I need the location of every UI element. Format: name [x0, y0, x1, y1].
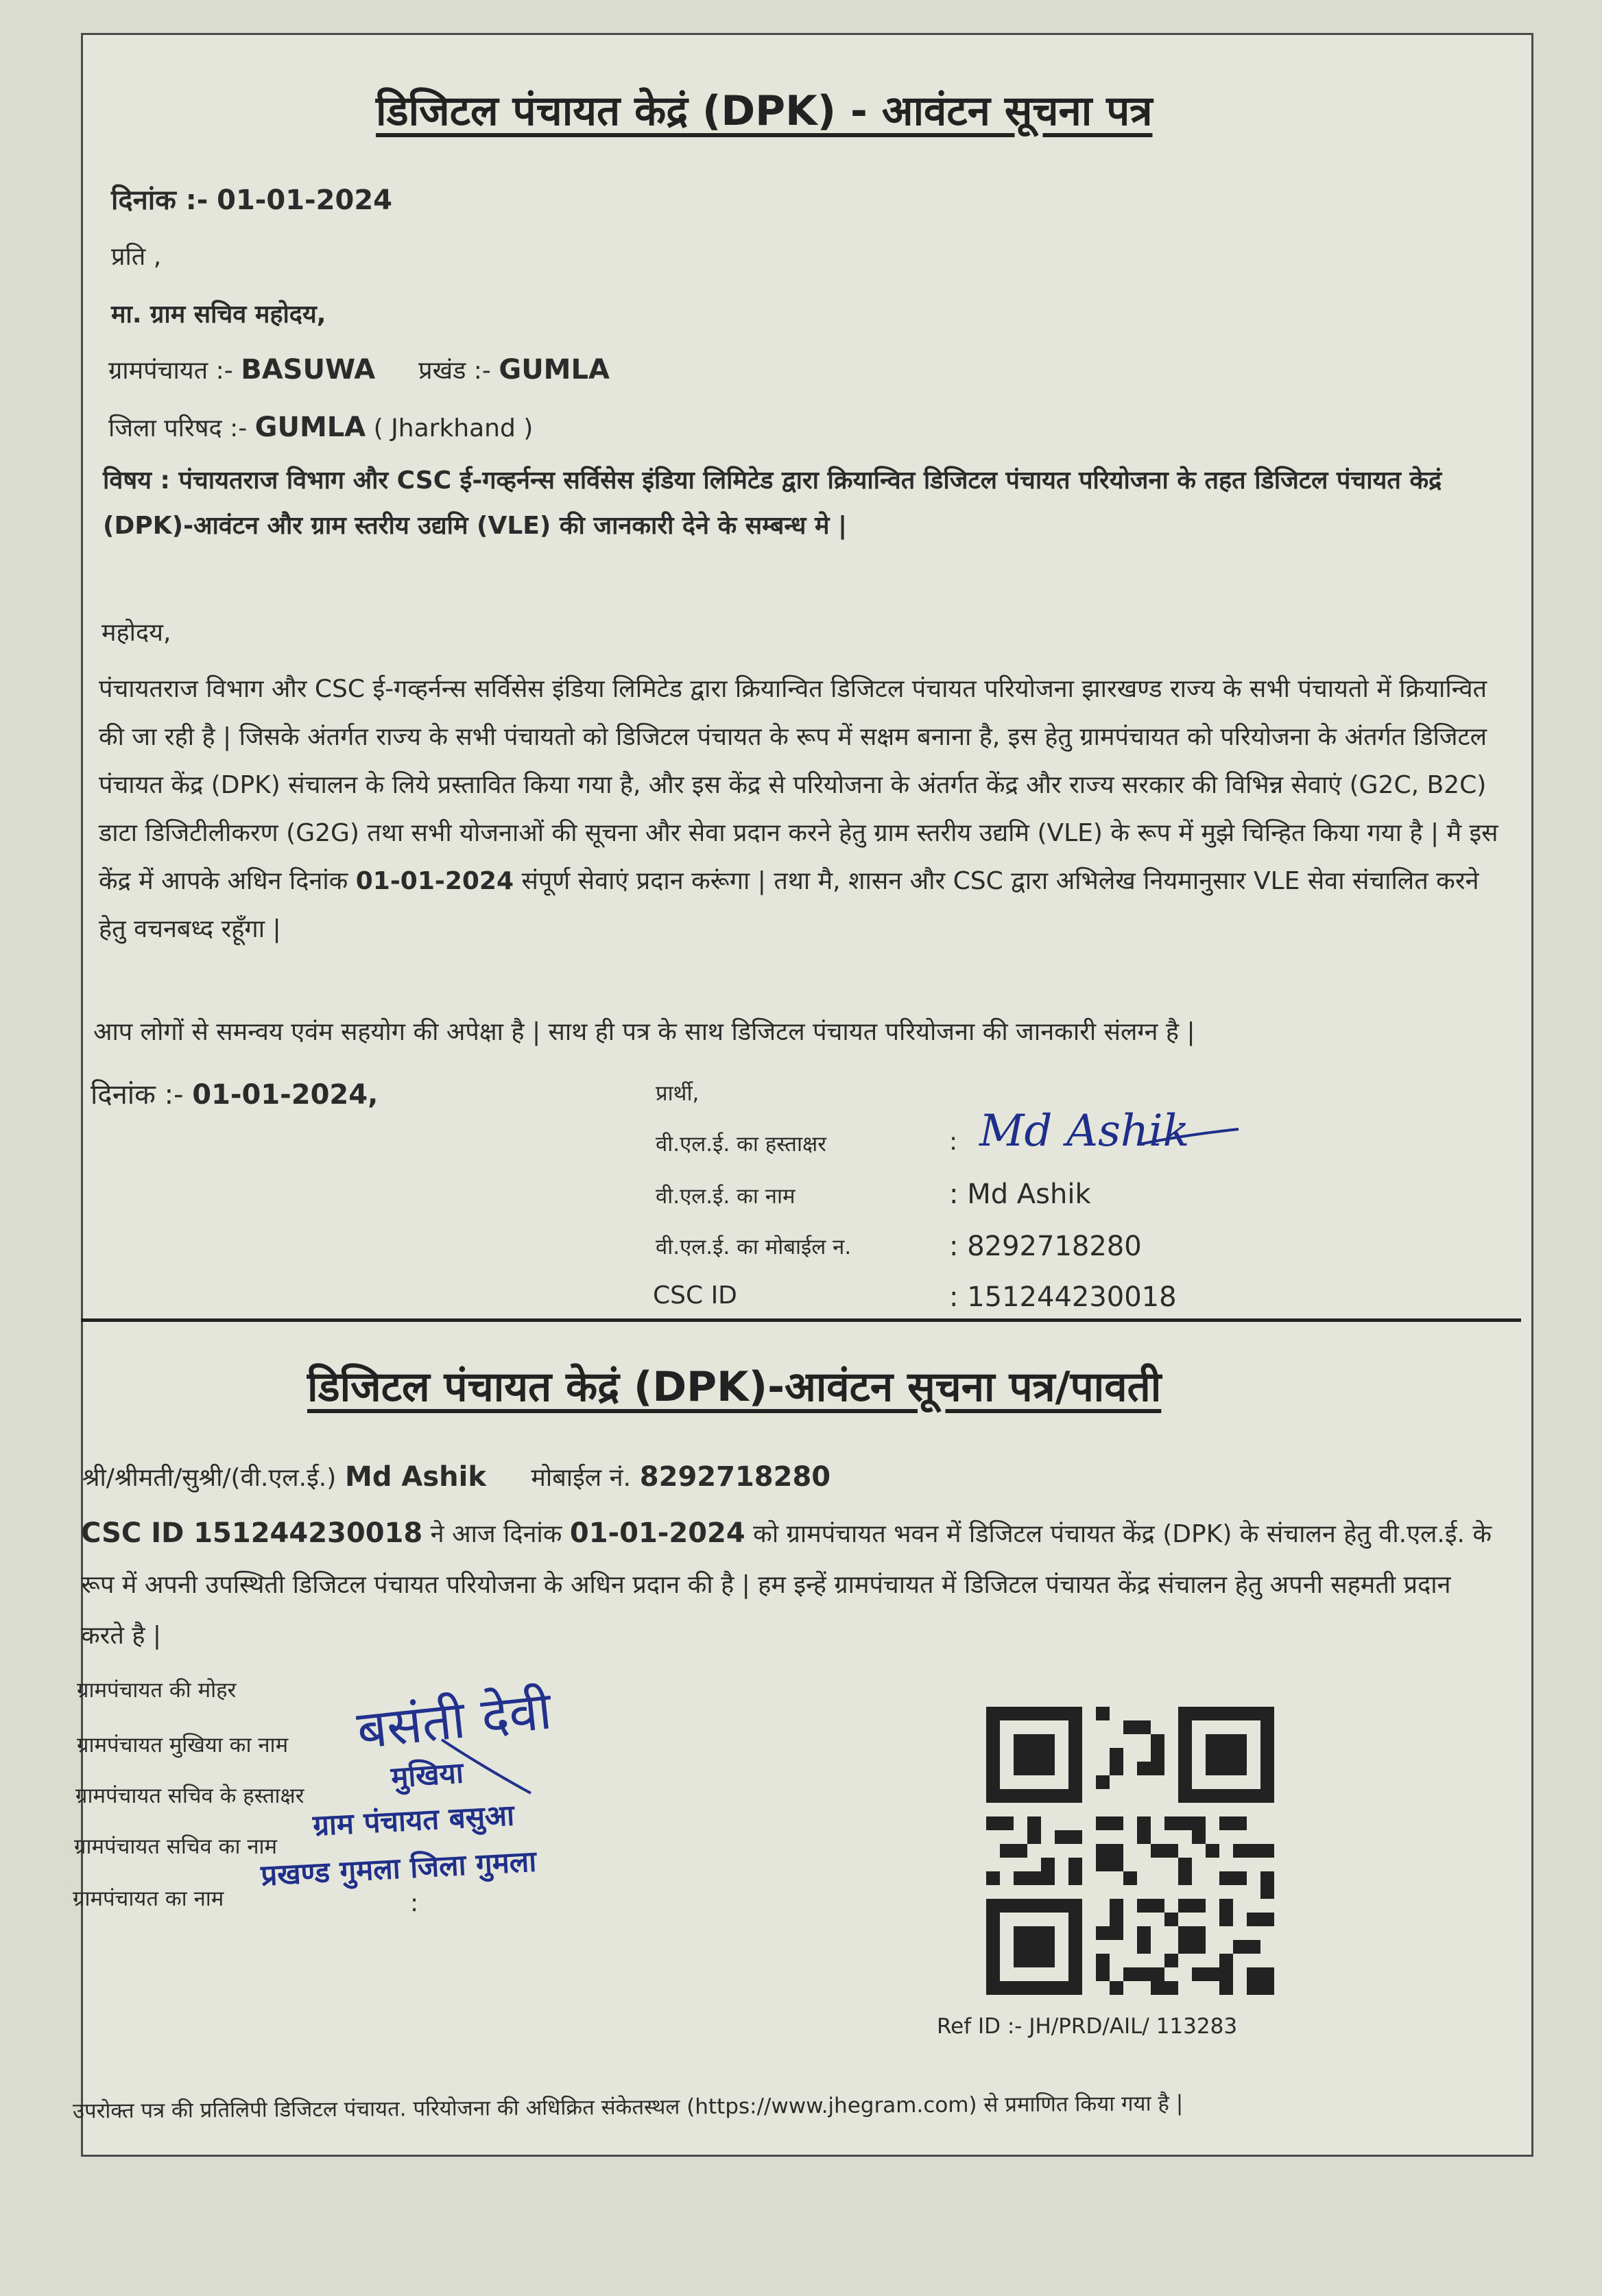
- district-line: [108, 410, 533, 444]
- date-label: दिनांक :-: [111, 185, 208, 216]
- addressee: मा. ग्राम सचिव महोदय,: [111, 300, 326, 329]
- qr-code: [986, 1707, 1274, 1995]
- block-label: प्रखंड :-: [418, 357, 491, 385]
- receipt-date: 01-01-2024: [569, 1517, 745, 1549]
- mukhiya-signature: बसंती देवी: [354, 1679, 555, 1761]
- footer-note: उपरोक्त पत्र की प्रतिलिपी डिजिटल पंचायत. परियोजना की अधिक्रित संकेतस्थल (https://www.jhegram.com) से प्रमाणित किया गया है |: [72, 2091, 1184, 2124]
- body-text-2: संपूर्ण सेवाएं प्रदान करूंगा | तथा मै, शासन और CSC द्वारा अभिलेख नियमानुसार VLE सेवा संचालित करने हेतु वचनबध्द रहूँगा |: [99, 867, 1479, 943]
- receipt-text-2: को ग्रामपंचायत भवन में डिजिटल पंचायत केंद्र (DPK) के संचालन हेतु वी.एल.ई. के रूप में अपनी उपस्थिती डिजिटल पंचायत परियोजना के अधिन प्रदान की है | हम इन्हें ग्रामपंचायत में डिजिटल पंचायत केंद्र संचालन हेतु अपनी सहमती प्रदान करते है |: [81, 1520, 1492, 1650]
- body-date: 01-01-2024: [355, 867, 514, 895]
- receipt-vle-name: Md Ashik: [345, 1461, 486, 1493]
- receipt-text-1: ने आज दिनांक: [430, 1520, 562, 1548]
- gp-name-colon: :: [410, 1889, 419, 1917]
- mobile-label: मोबाईल नं.: [531, 1464, 632, 1492]
- date-value: 01-01-2024: [217, 185, 392, 216]
- receipt-title: डिजिटल पंचायत केद्रं (DPK)-आवंटन सूचना पत्र/पावती: [307, 1363, 1162, 1411]
- section-divider: [81, 1318, 1521, 1322]
- signature-stroke: [1138, 1124, 1241, 1151]
- sachiv-sign-label: ग्रामपंचायत सचिव के हस्ताक्षर: [75, 1784, 304, 1808]
- prarthi: प्रार्थी,: [656, 1081, 700, 1106]
- vle-mobile: : 8292718280: [949, 1231, 1142, 1262]
- subject: विषय : पंचायतराज विभाग और CSC ई-गव्हर्नन्स सर्विसेस इंडिया लिमिटेड द्वारा क्रियान्वित डिजिटल पंचायत परियोजना के तहत डिजिटल पंचायत केद्रं (DPK)-आवंटन और ग्राम स्तरीय उद्यमि (VLE) की जानकारी देने के सम्बन्ध मे |: [103, 466, 1442, 540]
- sachiv-name-label: ग्रामपंचायत सचिव का नाम: [74, 1834, 278, 1859]
- mukhiya-label: ग्रामपंचायत मुखिया का नाम: [77, 1733, 289, 1757]
- stamp-line-2: ग्राम पंचायत बसुआ: [311, 1798, 516, 1843]
- vle-name: : Md Ashik: [949, 1179, 1091, 1210]
- stamp-line-1: मुखिया: [390, 1755, 465, 1795]
- sign-date-line: [91, 1074, 378, 1112]
- csc-id-value: : 151244230018: [949, 1281, 1177, 1313]
- name-prefix: श्री/श्रीमती/सुश्री/(वी.एल.ई.): [82, 1464, 337, 1492]
- receipt-paragraph: [81, 1508, 1501, 1661]
- district-label: जिला परिषद :-: [108, 414, 248, 442]
- gp-value: BASUWA: [241, 354, 376, 386]
- body-text-1: पंचायतराज विभाग और CSC ई-गव्हर्नन्स सर्विसेस इंडिया लिमिटेड द्वारा क्रियान्वित डिजिटल पंचायत परियोजना झारखण्ड राज्य के सभी पंचायतो में क्रियान्वित की जा रही है | जिसके अंतर्गत राज्य के सभी पंचायतो को डिजिटल पंचायत के रूप में सक्षम बनाना है, इस हेतु ग्रामपंचायत को परियोजना के अंतर्गत डिजिटल पंचायत केंद्र (DPK) संचालन के लिये प्रस्तावित किया गया है, और इस केंद्र से परियोजना के अंतर्गत केंद्र और राज्य सरकार की विभिन्न सेवाएं (G2C, B2C) डाटा डिजिटीलीकरण (G2G) तथा सभी योजनाओं की सूचना और सेवा प्रदान करने हेतु ग्राम स्तरीय उद्यमि (VLE) के रूप में मुझे चिन्हित किया गया है | मै इस केंद्र में आपके अधिन दिनांक: [99, 675, 1498, 895]
- ref-id: Ref ID :- JH/PRD/AIL/ 113283: [937, 2014, 1238, 2039]
- vle-sign-label: वी.एल.ई. का हस्ताक्षर: [656, 1132, 826, 1157]
- district-value: GUMLA: [254, 412, 366, 443]
- body-closing: आप लोगों से समन्वय एवंम सहयोग की अपेक्षा है | साथ ही पत्र के साथ डिजिटल पंचायत परियोजना की जानकारी संलग्न है |: [93, 1018, 1195, 1046]
- body-paragraph: [99, 665, 1501, 954]
- letter-title: डिजिटल पंचायत केद्रं (DPK) - आवंटन सूचना पत्र: [376, 87, 1153, 135]
- sign-date-label: दिनांक :-: [91, 1079, 184, 1111]
- gp-name-label: ग्रामपंचायत का नाम: [73, 1886, 224, 1911]
- salutation: महोदय,: [101, 619, 171, 647]
- gp-block-line: [108, 353, 610, 386]
- state: ( Jharkhand ): [373, 414, 534, 442]
- vle-name-line: [82, 1460, 830, 1493]
- csc-id-label: CSC ID: [653, 1281, 737, 1310]
- receipt-csc-id: CSC ID 151244230018: [81, 1517, 423, 1549]
- gp-label: ग्रामपंचायत :-: [108, 357, 233, 385]
- vle-sign-colon: :: [949, 1128, 958, 1156]
- date-line: [111, 180, 392, 217]
- receipt-mobile: 8292718280: [639, 1461, 831, 1493]
- stamp-line-3: प्रखण्ड गुमला जिला गुमला: [260, 1844, 538, 1893]
- vle-name-label: वी.एल.ई. का नाम: [656, 1184, 796, 1209]
- vle-mobile-label: वी.एल.ई. का मोबाईल न.: [656, 1235, 852, 1259]
- prati: प्रति ,: [111, 243, 162, 271]
- seal-label: ग्रामपंचायत की मोहर: [77, 1678, 237, 1703]
- sign-date-value: 01-01-2024,: [192, 1079, 379, 1111]
- block-value: GUMLA: [499, 354, 610, 386]
- vle-signature: Md Ashik: [979, 1106, 1190, 1157]
